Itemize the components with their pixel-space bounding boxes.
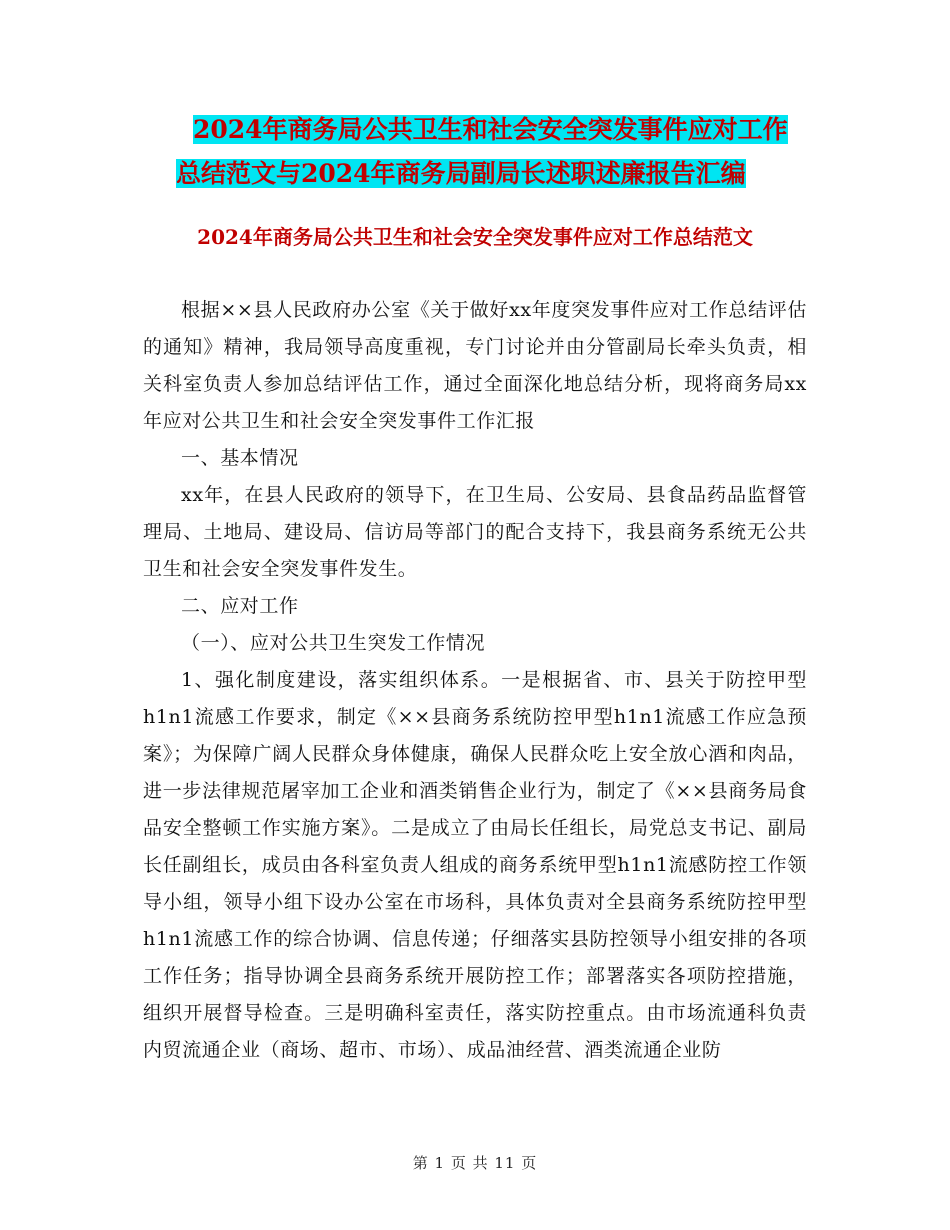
heading-basic-situation: 一、基本情况	[181, 447, 299, 469]
section-title: 2024年商务局公共卫生和社会安全突发事件应对工作总结范文	[197, 225, 753, 249]
main-title-line-1	[176, 108, 816, 152]
page-number-footer: 第 1 页 共 11 页	[412, 1154, 538, 1172]
main-title-line-2	[176, 152, 816, 196]
subheading-public-health: （一）、应对公共卫生突发工作情况	[181, 632, 486, 654]
paragraph-intro: 根据××县人民政府办公室《关于做好xx年度突发事件应对工作总结评估的通知》精神，我局领导高度重视，专门讨论并由分管副局长牵头负责，相关科室负责人参加总结评估工作，通过全面深化地总结分析，现将商务局xx年应对公共卫生和社会安全突发事件工作汇报	[143, 299, 807, 432]
main-title-line-2-text: 总结范文与2024年商务局副局长述职述廉报告汇编	[176, 159, 746, 188]
heading-response-work: 二、应对工作	[181, 595, 299, 617]
paragraph-basic-situation: xx年，在县人民政府的领导下，在卫生局、公安局、县食品药品监督管理局、土地局、建设局、信访局等部门的配合支持下，我县商务系统无公共卫生和社会安全突发事件发生。	[143, 484, 807, 580]
document-body	[143, 292, 807, 1069]
document-main-title	[176, 108, 816, 196]
paragraph-institution-building: 1、强化制度建设，落实组织体系。一是根据省、市、县关于防控甲型h1n1流感工作要求，制定《××县商务系统防控甲型h1n1流感工作应急预案》；为保障广阔人民群众身体健康，确保人民群众吃上安全放心酒和肉品，进一步法律规范屠宰加工企业和酒类销售企业行为，制定了《××县商务局食品安全整顿工作实施方案》。二是成立了由局长任组长，局党总支书记、副局长任副组长，成员由各科室负责人组成的商务系统甲型h1n1流感防控工作领导小组，领导小组下设办公室在市场科，具体负责对全县商务系统防控甲型h1n1流感工作的综合协调、信息传递；仔细落实县防控领导小组安排的各项工作任务；指导协调全县商务系统开展防控工作；部署落实各项防控措施，组织开展督导检查。三是明确科室责任，落实防控重点。由市场流通科负责内贸流通企业（商场、超市、市场）、成品油经营、酒类流通企业防	[143, 669, 807, 1061]
main-title-line-1-text: 2024年商务局公共卫生和社会安全突发事件应对工作	[193, 115, 788, 144]
